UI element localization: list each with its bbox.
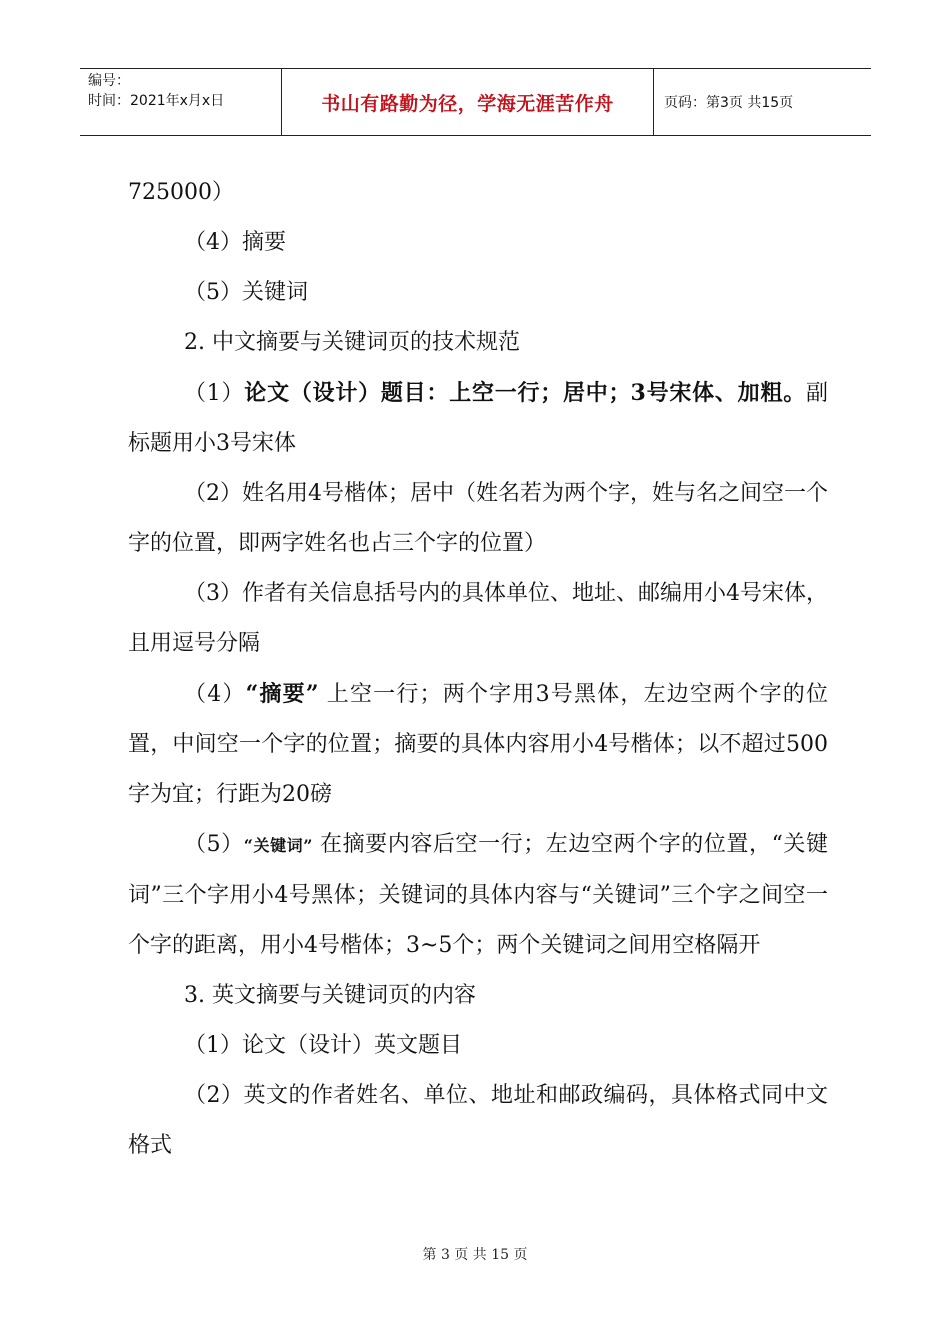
- paragraph-keywords-item: （5）关键词: [184, 280, 308, 305]
- header-motto: 书山有路勤为径，学海无涯苦作舟: [282, 69, 654, 135]
- paragraph-name-spec: （2）姓名用4号楷体；居中（姓名若为两个字，姓与名之间空一个字的位置，即两字姓名也占三个字的位置）: [128, 481, 828, 556]
- keywords-spec-text: 在摘要内容后空一行；左边空两个字的位置，“关键词”三个字用小4号黑体；关键词的具体内容与“关键词”三个字之间空一个字的距离，用小4号楷体；3~5个；两个关键词之间用空格隔开: [128, 832, 828, 958]
- page-footer: 第 3 页 共 15 页: [422, 1247, 528, 1263]
- document-time-label: 时间：2021年x月x日: [88, 93, 225, 109]
- paragraph-english-author-info: （2）英文的作者姓名、单位、地址和邮政编码，具体格式同中文格式: [128, 1083, 828, 1158]
- header-page-info: 页码：第3页 共15页: [664, 95, 794, 111]
- abstract-spec-text: 上空一行；两个字用3号黑体，左边空两个字的位置，中间空一个字的位置；摘要的具体内容用小4号楷体；以不超过500字为宜；行距为20磅: [128, 682, 828, 807]
- paragraph-english-title: （1）论文（设计）英文题目: [184, 1033, 462, 1058]
- paragraph-abstract-item: （4）摘要: [184, 230, 286, 255]
- paragraph-postcode-end: 725000）: [128, 180, 234, 205]
- bold-keywords-word: “关键词”: [243, 836, 313, 855]
- bold-title-spec: 论文（设计）题目：上空一行；居中；3号宋体、加粗。: [244, 380, 806, 406]
- section-heading-english-abstract: 3. 英文摘要与关键词页的内容: [184, 983, 476, 1008]
- item-number: （4）: [184, 682, 246, 707]
- section-heading-chinese-abstract: 2. 中文摘要与关键词页的技术规范: [184, 330, 520, 355]
- subtitle-spec: 副标题用小3号宋体: [128, 381, 828, 456]
- document-number-label: 编号：: [88, 73, 130, 89]
- paragraph-keywords-spec: [128, 820, 828, 971]
- paragraph-abstract-spec: [128, 669, 828, 820]
- bold-abstract-word: “摘要”: [245, 681, 319, 707]
- item-number: （5）: [184, 832, 244, 857]
- document-body: [128, 168, 828, 1171]
- header-meta-cell: [80, 69, 282, 135]
- paragraph-title-spec: [128, 368, 828, 469]
- document-header: [80, 68, 871, 136]
- paragraph-author-info-spec: （3）作者有关信息括号内的具体单位、地址、邮编用小4号宋体，且用逗号分隔: [128, 581, 828, 656]
- item-number: （1）: [184, 381, 245, 406]
